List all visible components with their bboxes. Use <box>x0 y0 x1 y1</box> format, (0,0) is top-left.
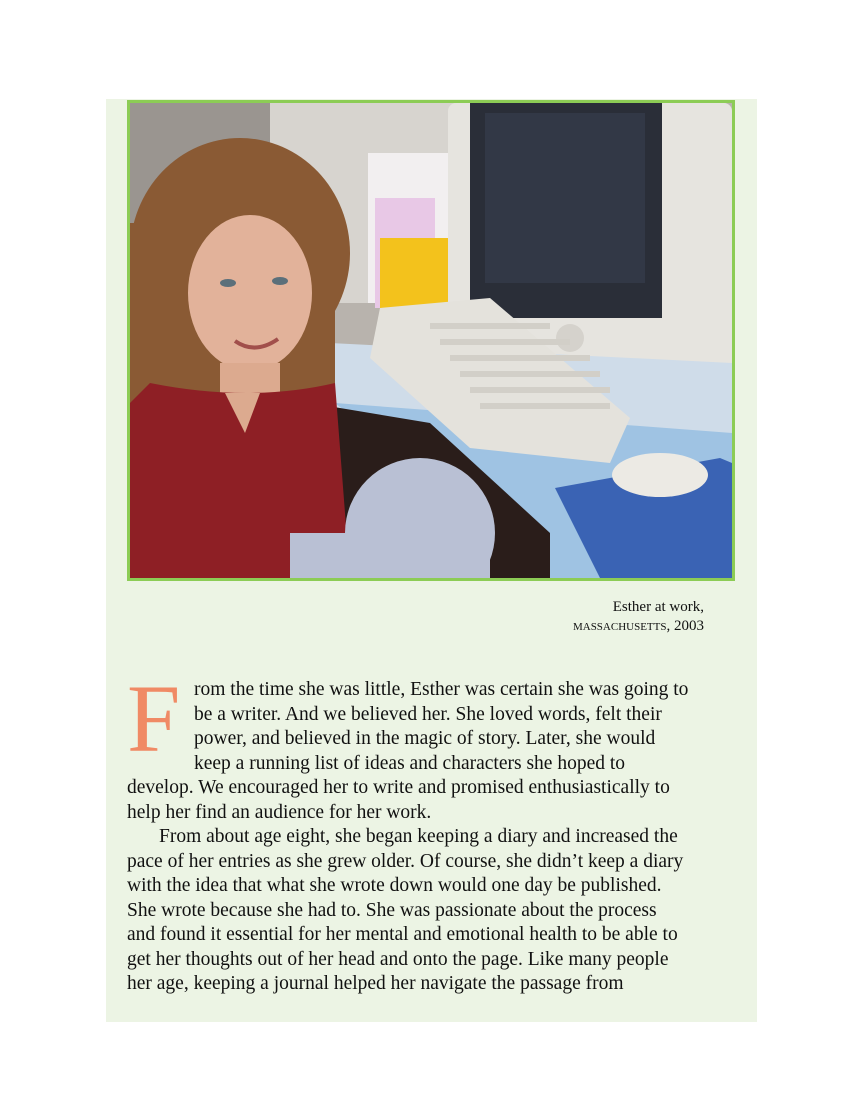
body-line: She wrote because she had to. She was passionate about the process <box>127 899 657 921</box>
body-line: pace of her entries as she grew older. Of course, she didn’t keep a diary <box>127 850 684 872</box>
body-line: get her thoughts out of her head and onto the page. Like many people <box>127 948 669 970</box>
caption-line-2 <box>573 617 704 636</box>
body-text <box>127 678 737 997</box>
body-line: rom the time she was little, Esther was certain she was going to <box>194 679 689 700</box>
body-line: develop. We encouraged her to write and promised enthusiastically to <box>127 777 670 798</box>
photo-caption <box>573 598 704 636</box>
body-line: be a writer. And we believed her. She loved words, felt their <box>194 703 662 725</box>
body-line: power, and believed in the magic of story. Later, she would <box>194 728 656 749</box>
caption-place: massachusetts <box>572 618 667 634</box>
body-line: From about age eight, she began keeping a diary and increased the <box>159 826 678 847</box>
body-line: help her find an audience for her work. <box>127 801 432 823</box>
caption-line-1: Esther at work, <box>612 599 704 615</box>
body-line: and found it essential for her mental and emotional health to be able to <box>127 924 678 945</box>
caption-year: , 2003 <box>666 618 704 634</box>
photo-esther-at-computer <box>127 100 735 581</box>
drop-cap: F <box>127 665 181 772</box>
body-line: with the idea that what she wrote down would one day be published. <box>127 875 662 896</box>
body-line: her age, keeping a journal helped her navigate the passage from <box>127 973 624 994</box>
body-line: keep a running list of ideas and characters she hoped to <box>194 752 626 774</box>
photo-illustration <box>130 103 732 578</box>
